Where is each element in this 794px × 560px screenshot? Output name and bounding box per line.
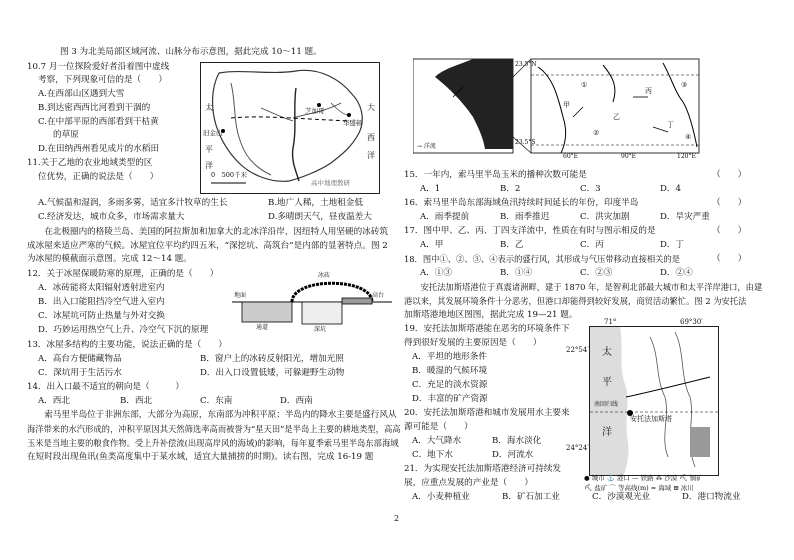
q11-stem-1: 11.关于乙地的农业地域类型的区 <box>27 158 153 168</box>
label-lat-south: 23.5°S <box>515 139 536 146</box>
q12-option-c: C．冰屋坑可防止热量与外对交换 <box>38 311 165 321</box>
q15-option-d: D．4 <box>660 184 681 194</box>
chile-lon-right: 69°30′ <box>680 318 703 326</box>
q11-option-c: C.经济发达，城市众多，市场需求量大 <box>38 212 185 222</box>
q14-option-d: D．西南 <box>280 396 313 406</box>
chile-ocean-3: 洋 <box>602 427 612 438</box>
indian-ocean-map-svg <box>413 57 703 163</box>
q12-stem: 12．关于冰屋保暖防寒的原理，正确的是（ ） <box>27 269 219 279</box>
igloo-figure <box>232 272 392 340</box>
igloo-label-platform: 高台 <box>372 292 385 299</box>
igloo-label-ground: 地面 <box>234 292 247 299</box>
passage4-line3: 加斯塔港地地区图图，据此完成 19—21 题。 <box>404 310 578 320</box>
q15-answer-paren: （ ） <box>712 170 747 180</box>
q10-option-c-cont: 的草原 <box>53 130 79 140</box>
q21-stem-2: 展，应重点发展的产业是（ ） <box>404 478 533 488</box>
label-bing: 丙 <box>645 87 652 95</box>
q10-stem-1: 10.7 月一位探险爱好者沿着图中虚线 <box>27 62 170 72</box>
q17-option-d: D．丁 <box>660 240 685 250</box>
q18-answer-paren: （ ） <box>712 254 747 264</box>
chile-ocean-2: 平 <box>602 377 612 388</box>
passage3-line1: 索马里半岛位于非洲东部，大部分为高原，东南部为冲积平原；半岛内的降水主要是盛行风从 <box>27 410 397 420</box>
q17-option-c: C．丙 <box>580 240 604 250</box>
q15-option-c: C．3 <box>580 184 601 194</box>
label-wind-4: ④ <box>685 133 692 141</box>
label-pacific-2: 平 <box>205 145 213 154</box>
q20-option-a: A．大气降水 <box>412 436 462 446</box>
igloo-label-brick: 冰砖 <box>318 272 331 279</box>
legend-current: → 洋流 <box>417 143 436 150</box>
q12-option-b: B．出入口能阻挡冷空气进入室内 <box>38 297 165 307</box>
q21-stem-1: 21．为实现安托法加斯塔港经济可持续发 <box>404 464 562 474</box>
label-yi: 乙 <box>613 113 620 121</box>
q14-option-c: C．东南 <box>200 396 233 406</box>
q19-stem-2: 得到很好发展的主要原因是（ ） <box>404 338 542 348</box>
river-east <box>331 103 347 115</box>
q17-option-b: B．乙 <box>500 240 524 250</box>
q15-stem: 15．一年内，索马里半岛玉米的播种次数可能是 <box>404 170 587 180</box>
q16-stem: 16．索马里半岛东部海域鱼汛持续时间延长的年份，印度半岛 <box>404 198 639 208</box>
q11-option-b: B.地广人稀，土地租金低 <box>268 198 363 208</box>
q19-stem-1: 19．安托法加斯塔港能在恶劣的环境条件下 <box>404 324 570 334</box>
q11-option-d: D.多晴朗天气，昼夜温差大 <box>268 212 372 222</box>
q10-option-b: B.到达密西西比河看到干涸的 <box>38 103 151 113</box>
q16-option-b: B．雨季推迟 <box>500 212 550 222</box>
chile-port-label: 安托法加斯塔 <box>630 415 672 423</box>
washington-dot <box>347 113 351 117</box>
q19-option-c: C．充足的淡水资源 <box>412 380 488 390</box>
platform <box>342 298 372 304</box>
antofagasta-map <box>589 326 719 476</box>
label-ding: 丁 <box>667 121 674 129</box>
q12-option-d: D．巧妙运用热空气上升、冷空气下沉的原理 <box>38 325 209 335</box>
q13-option-b: B．窗户上的冰砖反射阳光，增加光照 <box>200 354 344 364</box>
q18-option-c: C．②③ <box>580 268 613 278</box>
intro-fig3: 图 3 为北美局部区域河流、山脉分布示意图，据此完成 10～11 题。 <box>60 47 322 57</box>
q17-answer-paren: （ ） <box>712 226 747 236</box>
q17-stem: 17．图中甲、乙、丙、丁四支洋流中，性质在有时与图示相反的是 <box>404 226 656 236</box>
q13-option-a: A．高台方便储藏物品 <box>38 354 122 364</box>
chile-lat-top: 22°54′ <box>566 346 589 354</box>
label-jia: 甲 <box>563 101 570 109</box>
label-wind-3: ③ <box>681 81 688 89</box>
passage4-line1: 安托法加斯塔港位于真震诸洲畔，建于 1870 年，是智利北部最大城市和太平洋岸港口，由建 <box>404 282 763 292</box>
q20-option-b: B．海水淡化 <box>492 436 542 446</box>
q21-option-a: A．小麦种植业 <box>412 492 470 502</box>
q15-option-a: A．1 <box>420 184 441 194</box>
mississippi-river <box>293 88 299 181</box>
q11-option-a: A.气候温和湿润，多雨多雾，适宜多汁牧草的生长 <box>38 198 228 208</box>
q14-option-a: A．西北 <box>38 396 70 406</box>
q16-option-d: D．旱灾严重 <box>660 212 710 222</box>
entrance-tunnel <box>242 302 292 322</box>
q21-option-b: B．矿石加工业 <box>502 492 560 502</box>
label-lon-60: 60°E <box>563 153 579 160</box>
q19-option-b: B．暖湿的气候环境 <box>412 366 488 376</box>
map-scale-text: 0 500千米 <box>211 171 248 179</box>
main-map-box <box>531 59 699 153</box>
chile-ocean-1: 太 <box>602 347 612 358</box>
north-america-map <box>200 62 380 194</box>
q20-stem-2: 源可能是（ ） <box>404 422 473 432</box>
coastline <box>213 70 363 181</box>
passage2-line2: 成冰屋来适应严寒的气候。冰屋宜位平均约四五米，“深挖坑、高筑台”是内部的显著特点。图 2 <box>27 241 388 251</box>
passage4-line2: 港以来，其发展环境条件十分恶劣，但港口却能得到较好发展，商贸活动繁忙。图 2 为安托法 <box>404 296 747 306</box>
label-pacific-1: 太 <box>205 103 213 112</box>
igloo-label-tunnel: 通道 <box>256 324 269 331</box>
q14-option-b: B．西北 <box>120 396 153 406</box>
pit <box>302 302 342 324</box>
label-atlantic-1: 大 <box>367 103 375 112</box>
q19-option-d: D．丰富的矿产资源 <box>412 394 488 404</box>
q13-option-c: C．深坑用于生活污水 <box>38 368 122 378</box>
q12-option-a: A．冰砖能将太阳辐射透射进室内 <box>38 283 165 293</box>
label-chicago: 芝加哥 <box>305 107 325 115</box>
page-number: 2 <box>394 514 400 523</box>
q10-option-d: D.在田纳西州看见成片的水稻田 <box>38 144 160 154</box>
q17-option-a: A．甲 <box>420 240 444 250</box>
chile-lon-left: 71° <box>604 318 617 326</box>
label-pacific-3: 洋 <box>205 161 213 170</box>
chile-legend-2: ⛏ 盐矿 ⌒ 等高线(m) ≈ 海域 ⊞ 冰川 <box>584 484 694 492</box>
q20-option-d: D．河流水 <box>492 450 534 460</box>
q20-option-c: C．地下水 <box>412 450 453 460</box>
chile-tropic-label: 南回归线 <box>594 401 619 408</box>
q15-option-b: B．2 <box>500 184 521 194</box>
indian-ocean-map <box>413 57 703 163</box>
igloo-label-pit: 深坑 <box>314 326 327 333</box>
passage3-line3: 玉米是当地主要的粮食作物。受上升补偿流(出现高岸风的海域)的影响，每年夏季索马里半岛东部海域 <box>27 438 399 448</box>
q21-option-c: C．沙漠观光业 <box>592 492 651 502</box>
passage3-line4: 在短时段出现鱼讯(鱼类高度集中于某水域，适宜大量捕捞的时期)。读右图，完成 16-19 题 <box>27 452 374 462</box>
passage2-line1: 在北极圈内的格陵兰岛、美国的阿拉斯加和加拿大的北冰洋沿岸，因纽特人用坚硬的冰砖筑 <box>27 227 388 237</box>
q11-stem-2: 位优势，正确的说法是（ ） <box>38 172 159 182</box>
chile-legend-1: ● 城市 ⚓ 港口 — 铁路 ⁂ 沙漠 ⛏ 铜矿 <box>584 474 703 482</box>
label-sanfrancisco: 旧金山 <box>203 129 223 137</box>
label-lon-120: 120°E <box>677 153 696 160</box>
q21-option-d: D．港口物流业 <box>682 492 741 502</box>
label-atlantic-2: 西 <box>367 133 375 142</box>
contour-1 <box>650 337 668 457</box>
chile-lat-bottom: 24°24′ <box>566 444 589 452</box>
label-atlantic-3: 洋 <box>367 151 375 160</box>
q18-option-a: A．①③ <box>420 268 452 278</box>
label-wind-2: ② <box>593 129 600 137</box>
railway-line <box>626 377 710 397</box>
label-lat-north: 23.5°N <box>515 61 537 68</box>
q19-option-a: A．平坦的地形条件 <box>412 352 487 362</box>
q16-option-a: A．雨季提前 <box>420 212 470 222</box>
q13-stem: 13．冰屋多结构的主要功能，说法正确的是（ ） <box>27 340 227 350</box>
q10-option-c: C.在中部平原的西部看到干枯黄 <box>38 117 159 127</box>
q18-option-b: B．①④ <box>500 268 533 278</box>
q13-option-d: D．出入口设置低矮，可躲避野生动物 <box>200 368 345 378</box>
q14-stem: 14．出入口最不适宜的朝向是（ ） <box>27 382 185 392</box>
q16-option-c: C．洪灾加剧 <box>580 212 630 222</box>
q10-option-a: A.在西部山区遇到大雪 <box>38 89 125 99</box>
label-washington: 华盛顿 <box>343 119 363 127</box>
label-wind-1: ① <box>581 81 588 89</box>
q16-answer-paren: （ ） <box>712 198 747 208</box>
q10-stem-2: 考察，下列现象可信的是（ ） <box>38 75 167 85</box>
q20-stem-1: 20．安托法加斯塔港和城市发展用水主要来 <box>404 408 570 418</box>
salt-area <box>690 427 710 457</box>
passage2-line3: 为冰屋的模截面示意图。完成 12～14 题。 <box>27 254 192 264</box>
missouri-river <box>261 108 293 121</box>
label-lon-90: 90°E <box>621 153 637 160</box>
q18-option-d: D．②④ <box>660 268 693 278</box>
watermark-text: 高中地理教研 <box>311 179 350 187</box>
q18-stem: 18．图中①、②、③、④表示的盛行风，其形成与气压带移动直接相关的是 <box>404 254 681 264</box>
passage3-line2: 海洋带来的水汽形成的，冲积平原因其天然筛选率高而被誉为“星天田”是半岛上主要的耕地类型，高高 <box>27 424 401 434</box>
